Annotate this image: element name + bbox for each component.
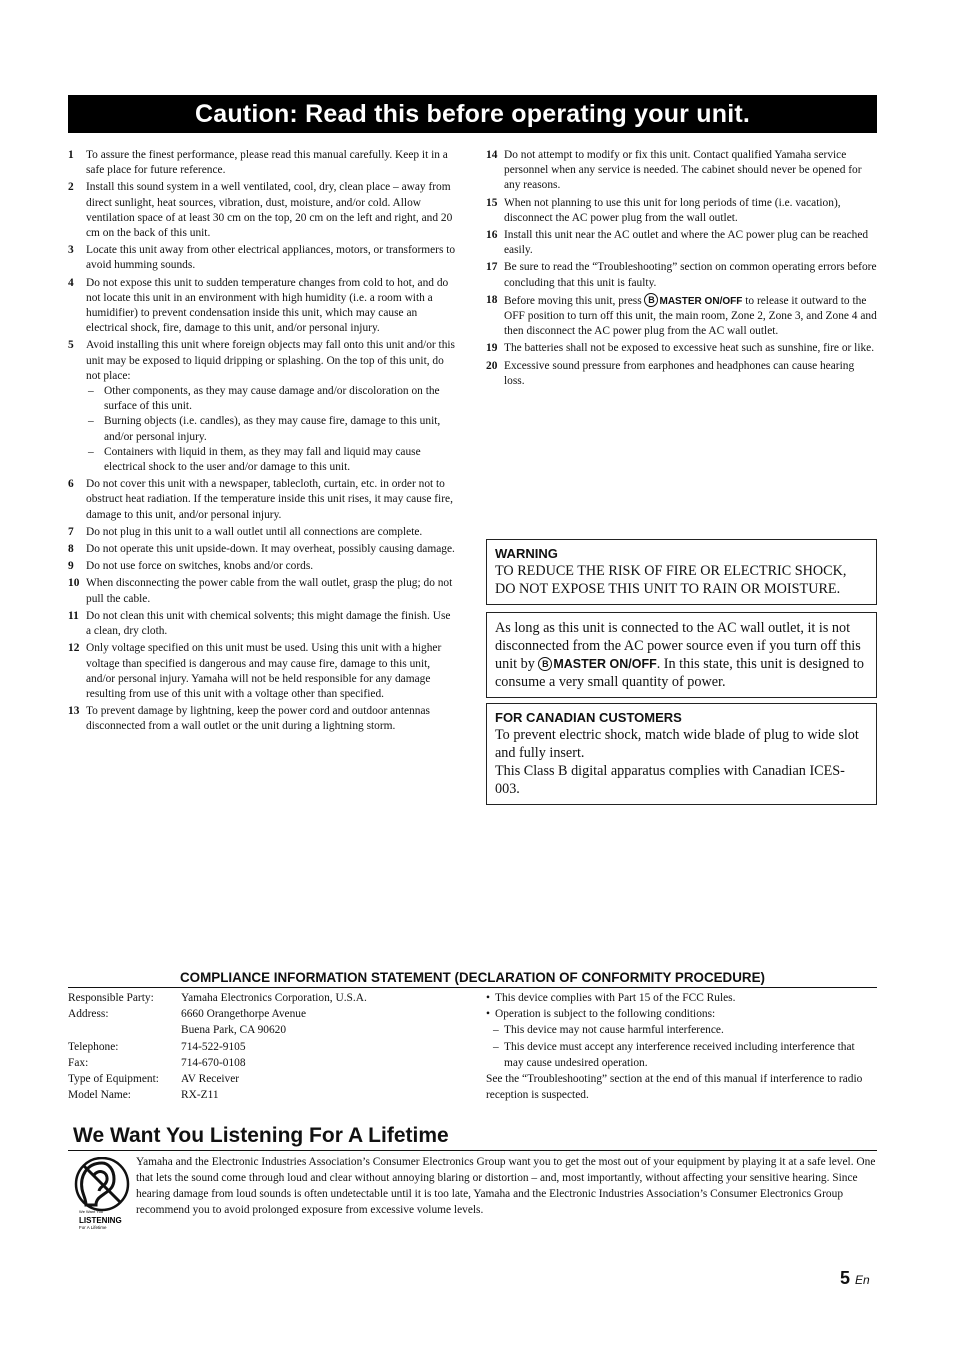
dash-marker: – bbox=[88, 415, 94, 428]
canadian-line-1: To prevent electric shock, match wide blade of plug to wide slot and fully insert. bbox=[495, 727, 859, 761]
sub-item-text: Other components, as they may cause damage and/or discoloration on the surface of this unit. bbox=[104, 385, 440, 413]
troubleshooting-note: See the “Troubleshooting” section at the end of this manual if interference to radio reception is suspected. bbox=[486, 1073, 863, 1102]
row-label: Telephone: bbox=[68, 1040, 119, 1053]
compliance-row bbox=[68, 990, 468, 1006]
caution-item-17 bbox=[486, 260, 877, 290]
item-text: Be sure to read the “Troubleshooting” section on common operating errors before concluding that this unit is faulty. bbox=[504, 261, 877, 289]
item-text: Do not attempt to modify or fix this unit. Contact qualified Yamaha service personnel when any service is needed. The cabinet should never be opened for any reasons. bbox=[504, 149, 862, 192]
caution-item-11 bbox=[68, 609, 458, 639]
row-value: Buena Park, CA 90620 bbox=[181, 1024, 287, 1037]
item-text: Do not operate this unit upside-down. It may overheat, possibly causing damage. bbox=[86, 543, 455, 556]
sub-item bbox=[86, 445, 458, 475]
sub-item bbox=[86, 414, 458, 444]
row-label: Address: bbox=[68, 1008, 109, 1021]
item-text: Install this sound system in a well ventilated, cool, dry, clean place – away from direct sunlight, heat sources, vibration, dust, moisture, and/or cold. Allow ventilation space of at least 30 cm on the top, 20 cm on the left and right, and 20 cm on the back of this unit. bbox=[86, 181, 453, 240]
power-note-pre: As long as this unit is connected to the AC wall outlet, it is not disconnected from the AC power source even if you turn off this unit by bbox=[495, 620, 861, 672]
dash-marker: – bbox=[88, 445, 94, 458]
caution-item-15 bbox=[486, 196, 877, 226]
item-number: 20 bbox=[486, 359, 498, 372]
row-value: AV Receiver bbox=[181, 1073, 240, 1086]
item-number: 2 bbox=[68, 181, 74, 194]
caution-item-16 bbox=[486, 228, 877, 258]
compliance-row bbox=[68, 1087, 468, 1103]
row-label bbox=[68, 1022, 181, 1038]
caution-item-10 bbox=[68, 576, 458, 606]
item-text: Do not cover this unit with a newspaper, tablecloth, curtain, etc. in order not to obstruct heat radiation. If the temperature inside this unit rises, it may cause fire, damage to this unit, and/or personal injury. bbox=[86, 478, 453, 521]
b-badge-icon: B bbox=[644, 293, 658, 307]
item-number: 16 bbox=[486, 229, 498, 242]
power-note-post: . In this state, this unit is designed to consume a very small quantity of power. bbox=[495, 656, 864, 690]
caution-item-20 bbox=[486, 359, 877, 389]
bullet-marker: • bbox=[486, 992, 490, 1004]
item-text: Do not expose this unit to sudden temperature changes from cold to hot, and do not locate this unit in an environment with high humidity (i.e. a room with a humidifier) to prevent condensation inside this unit, which may cause an electrical shock, fire, damage to this unit, and/or personal injury. bbox=[86, 276, 449, 335]
item-number: 11 bbox=[68, 609, 79, 622]
compliance-row bbox=[68, 1071, 468, 1087]
caution-item-5 bbox=[68, 338, 458, 475]
row-label: Model Name: bbox=[68, 1089, 131, 1102]
compliance-row bbox=[68, 1006, 468, 1022]
canadian-line-2: This Class B digital apparatus complies with Canadian ICES-003. bbox=[495, 763, 845, 797]
caution-item-14 bbox=[486, 148, 877, 194]
page-number-value: 5 bbox=[840, 1268, 851, 1288]
item-text: To prevent damage by lightning, keep the power cord and outdoor antennas disconnected from a wall outlet or the unit during a lightning storm. bbox=[86, 705, 430, 733]
lifetime-paragraph: Yamaha and the Electronic Industries Association’s Consumer Electronics Group want you to get the most out of your equipment by playing it at a safe level. One that lets the sound come through loud and clear without annoying blaring or distortion – and, most importantly, without affecting your sensitive hearing. Since hearing damage from loud sounds is often undetectable until it is too late, Yamaha and the Electronic Industries Association’s Consumer Electronics Group recommend you to avoid prolonged exposure from excessive volume levels. bbox=[136, 1156, 876, 1216]
item-number: 10 bbox=[68, 577, 80, 590]
item-text: Avoid installing this unit where foreign objects may fall onto this unit and/or this unit may be exposed to liquid dripping or splashing. On the top of this unit, do not place: bbox=[86, 339, 455, 382]
item-number: 14 bbox=[486, 149, 498, 161]
warning-title: WARNING bbox=[495, 546, 558, 561]
listening-for-a-lifetime-logo-icon bbox=[74, 1157, 130, 1231]
item-text-post: to release it outward to the OFF position to turn off this unit, the main room, Zone 2, Zone 3, and Zone 4 and then disconnect the AC power plug from the AC wall outlet. bbox=[504, 294, 877, 338]
compliance-row bbox=[68, 1055, 468, 1071]
compliance-row bbox=[68, 1039, 468, 1055]
sub-bullet-text: This device may not cause harmful interference. bbox=[504, 1024, 724, 1037]
row-value: RX-Z11 bbox=[181, 1089, 219, 1102]
fcc-bullet bbox=[486, 990, 877, 1006]
item-text: Do not clean this unit with chemical solvents; this might damage the finish. Use a clean, dry cloth. bbox=[86, 609, 451, 638]
row-label: Fax: bbox=[68, 1056, 89, 1069]
caution-item-18 bbox=[486, 293, 877, 340]
fcc-conditions bbox=[486, 990, 877, 1103]
item-number: 6 bbox=[68, 478, 74, 491]
caution-item-2 bbox=[68, 180, 458, 241]
fcc-bullet bbox=[486, 1006, 877, 1022]
fcc-sub-bullet bbox=[486, 1022, 877, 1038]
sub-item-text: Containers with liquid in them, as they may fall and liquid may cause electrical shock to the user and/or damage to this unit. bbox=[104, 445, 421, 474]
sub-item bbox=[86, 384, 458, 414]
item-text: When not planning to use this unit for long periods of time (i.e. vacation), disconnect the AC power plug from the wall outlet. bbox=[504, 196, 841, 224]
item-number: 17 bbox=[486, 261, 498, 274]
item-text: Do not plug in this unit to a wall outlet until all connections are complete. bbox=[86, 525, 423, 538]
row-value: 714-522-9105 bbox=[181, 1040, 246, 1053]
item-text: Install this unit near the AC outlet and where the AC power plug can be reached easily. bbox=[504, 229, 869, 257]
logo-top-text: We Want You bbox=[79, 1209, 104, 1214]
page-title: Caution: Read this before operating your unit. bbox=[68, 95, 877, 133]
page-language: En bbox=[855, 1273, 870, 1287]
logo-sub-text: For A Lifetime bbox=[79, 1225, 107, 1230]
caution-item-9 bbox=[68, 559, 458, 574]
bullet-marker: • bbox=[486, 1008, 490, 1021]
compliance-row bbox=[68, 1022, 468, 1038]
bullet-text: Operation is subject to the following conditions: bbox=[495, 1008, 716, 1021]
caution-item-1 bbox=[68, 148, 458, 178]
caution-item-6 bbox=[68, 477, 458, 523]
item-number: 8 bbox=[68, 543, 74, 556]
item-number: 19 bbox=[486, 342, 498, 355]
item-text: Locate this unit away from other electrical appliances, motors, or transformers to avoid humming sounds. bbox=[86, 244, 456, 272]
item-text: When disconnecting the power cable from the wall outlet, grasp the plug; do not pull the cable. bbox=[86, 577, 453, 605]
caution-item-13 bbox=[68, 704, 458, 734]
row-value: 6660 Orangethorpe Avenue bbox=[181, 1008, 307, 1021]
caution-item-4 bbox=[68, 276, 458, 337]
row-value: 714-670-0108 bbox=[181, 1056, 246, 1069]
caution-item-19 bbox=[486, 341, 877, 356]
item-number: 18 bbox=[486, 293, 498, 306]
compliance-details bbox=[68, 990, 468, 1103]
warning-box bbox=[486, 539, 877, 605]
item-text: Excessive sound pressure from earphones and headphones can cause hearing loss. bbox=[504, 359, 855, 387]
logo-main-text: LISTENING bbox=[79, 1216, 122, 1225]
item-number: 3 bbox=[68, 244, 74, 257]
caution-list-left bbox=[68, 148, 458, 737]
item-number: 5 bbox=[68, 339, 74, 352]
bullet-text: This device complies with Part 15 of the FCC Rules. bbox=[495, 992, 736, 1004]
warning-text: TO REDUCE THE RISK OF FIRE OR ELECTRIC SHOCK, DO NOT EXPOSE THIS UNIT TO RAIN OR MOISTURE. bbox=[495, 563, 847, 597]
master-on-off-label: MASTER ON/OFF bbox=[553, 657, 657, 671]
master-on-off-label: MASTER ON/OFF bbox=[659, 295, 743, 307]
row-label: Type of Equipment: bbox=[68, 1073, 159, 1086]
caution-item-12 bbox=[68, 641, 458, 702]
canadian-box bbox=[486, 703, 877, 805]
dash-marker: – bbox=[88, 385, 94, 398]
row-label: Responsible Party: bbox=[68, 992, 154, 1004]
fcc-sub-bullet bbox=[486, 1039, 877, 1071]
item-number: 1 bbox=[68, 149, 74, 161]
item-text: Only voltage specified on this unit must be used. Using this unit with a higher voltage than specified is dangerous and may cause fire, damage to this unit, and/or personal injury. Yamaha will not be held responsible for any damage resulting from use of this unit with a voltage other than specified. bbox=[86, 642, 442, 700]
item-text: Do not use force on switches, knobs and/or cords. bbox=[86, 560, 314, 573]
power-note-box bbox=[486, 612, 877, 698]
item-number: 7 bbox=[68, 525, 74, 538]
item-number: 15 bbox=[486, 196, 498, 209]
caution-item-8 bbox=[68, 542, 458, 557]
dash-marker: – bbox=[493, 1040, 499, 1053]
item-number: 12 bbox=[68, 642, 80, 655]
row-value: Yamaha Electronics Corporation, U.S.A. bbox=[181, 992, 367, 1004]
page-number bbox=[840, 1268, 870, 1289]
sub-bullet-text: This device must accept any interference received including interference that may cause undesired operation. bbox=[504, 1040, 855, 1069]
item-text: To assure the finest performance, please read this manual carefully. Keep it in a safe place for future reference. bbox=[86, 149, 448, 177]
item-number: 4 bbox=[68, 276, 74, 289]
sub-item-text: Burning objects (i.e. candles), as they may cause fire, damage to this unit, and/or personal injury. bbox=[104, 415, 441, 443]
dash-marker: – bbox=[493, 1024, 499, 1037]
compliance-title: COMPLIANCE INFORMATION STATEMENT (DECLARATION OF CONFORMITY PROCEDURE) bbox=[68, 970, 877, 988]
caution-list-right bbox=[486, 148, 877, 391]
item-number: 13 bbox=[68, 705, 80, 718]
item-text-pre: Before moving this unit, press bbox=[504, 294, 645, 307]
caution-item-7 bbox=[68, 525, 458, 540]
lifetime-title: We Want You Listening For A Lifetime bbox=[68, 1124, 877, 1151]
item-number: 9 bbox=[68, 560, 74, 573]
caution-item-3 bbox=[68, 243, 458, 273]
b-badge-icon: B bbox=[538, 657, 552, 671]
item-text: The batteries shall not be exposed to excessive heat such as sunshine, fire or like. bbox=[504, 342, 875, 355]
canadian-title: FOR CANADIAN CUSTOMERS bbox=[495, 710, 682, 725]
